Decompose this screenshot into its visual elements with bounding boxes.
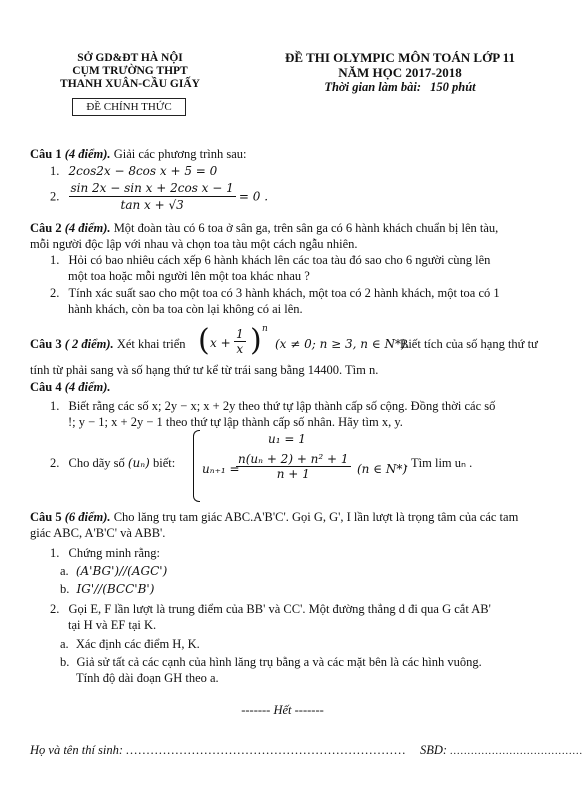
cluster-name: CỤM TRƯỜNG THPT xyxy=(72,65,188,77)
q2-item-2-a: Tính xác suất sao cho một toa có 3 hành khách, một toa có 2 hành khách, một toa có 1 xyxy=(68,286,500,300)
candidate-name-line xyxy=(30,742,407,758)
q3-tail-a: Biết tích của số hạng thứ tư xyxy=(400,337,538,351)
q3-heading xyxy=(30,336,186,352)
dept-name: SỞ GD&ĐT HÀ NỘI xyxy=(77,52,183,64)
candidate-name-dots: .................................................................... xyxy=(126,743,407,757)
q4-item-1 xyxy=(50,398,495,414)
q5-item-1a-text: (A'BG')//(AGC') xyxy=(75,564,168,578)
q3-expr-fraction xyxy=(234,327,246,356)
q4-label: Câu 4 xyxy=(30,380,62,394)
q2-points: (4 điểm). xyxy=(64,221,111,235)
q4-system-numerator: n(uₙ + 2) + n² + 1 xyxy=(238,452,349,466)
q4-item-1-a: Biết rằng các số x; 2y − x; x + 2y theo thứ tự lập thành cấp số cộng. Đồng thời các số xyxy=(68,399,496,413)
q5-item-2 xyxy=(50,601,491,617)
q2-item-2-b: hành khách, còn ba toa còn lại không có ai lên. xyxy=(68,302,303,316)
end-marker: ------- Hết ------- xyxy=(241,703,324,717)
q3-expr-x: x + xyxy=(210,336,231,350)
q5-points: (6 điểm). xyxy=(64,510,111,524)
q4-item-2 xyxy=(50,455,175,471)
q4-item-2-b: biết: xyxy=(152,456,176,470)
q5-label: Câu 5 xyxy=(30,510,62,524)
q1-item-2 xyxy=(50,180,268,213)
q5-intro-a: Cho lăng trụ tam giác ABC.A'B'C'. Gọi G, G', I lần lượt là trọng tâm của các tam xyxy=(113,510,519,524)
q2-item-1-a: Hỏi có bao nhiêu cách xếp 6 hành khách lên các toa tàu đó sao cho 6 người cùng lên xyxy=(68,253,491,267)
q1-item-1-num: 1. xyxy=(50,164,60,178)
q5-item-2-num: 2. xyxy=(50,602,60,616)
q4-system-line-2-lhs: uₙ₊₁ = xyxy=(202,462,240,476)
q3-points: ( 2 điểm). xyxy=(64,337,114,351)
q5-item-1a-num: a. xyxy=(60,564,69,578)
q5-item-1b-text: IG'//(BCC'B') xyxy=(76,582,155,596)
sbd-line xyxy=(420,742,583,760)
sbd-dots: ...................................... xyxy=(450,746,583,757)
q5-item-1 xyxy=(50,545,160,561)
q5-item-2b xyxy=(60,654,482,670)
q5-item-2-a: Gọi E, F lần lượt là trung điểm của BB' và CC'. Một đường thẳng d đi qua G cắt AB' xyxy=(68,602,491,616)
q5-item-1b xyxy=(60,581,154,597)
q5-item-2a xyxy=(60,636,200,652)
q5-item-2b-b: Tính độ dài đoạn GH theo a. xyxy=(76,671,219,685)
time-label: Thời gian làm bài: xyxy=(324,80,421,94)
time-value: 150 phút xyxy=(430,80,476,94)
q3-condition: (x ≠ 0; n ≥ 3, n ∈ N*). xyxy=(275,337,410,351)
q2-heading xyxy=(30,220,498,236)
q2-item-1-num: 1. xyxy=(50,253,60,267)
exam-title: ĐỀ THI OLYMPIC MÔN TOÁN LỚP 11 xyxy=(285,50,515,65)
q3-label: Câu 3 xyxy=(30,337,62,351)
sbd-label: SBD: xyxy=(420,743,448,757)
q2-item-1 xyxy=(50,252,490,268)
q3-frac-den: x xyxy=(236,342,244,356)
q2-intro-b: mỗi người độc lập với nhau và chọn toa tàu một cách ngẫu nhiên. xyxy=(30,237,358,251)
q2-item-1-b: một toa hoặc mỗi người lên một toa khác nhau ? xyxy=(68,269,310,283)
q5-item-1b-num: b. xyxy=(60,582,70,596)
time-line xyxy=(250,80,550,95)
q5-intro-b: giác ABC, A'B'C' và ABB'. xyxy=(30,526,166,540)
q4-system-brace xyxy=(193,430,200,502)
q2-intro-a: Một đoàn tàu có 6 toa ở sân ga, trên sân ga có 6 hành khách chuẩn bị lên tàu, xyxy=(113,221,499,235)
q3-open-paren: ( xyxy=(198,323,210,358)
q3-tail-b: tính từ phải sang và số hạng thứ tư kể từ trái sang bằng 14400. Tìm n. xyxy=(30,363,379,377)
q2-item-2 xyxy=(50,285,500,301)
q4-item-2-tail: . Tìm lim uₙ . xyxy=(405,456,473,470)
q1-item-1 xyxy=(50,163,217,179)
q3-intro: Xét khai triển xyxy=(116,337,186,351)
q5-item-2b-num: b. xyxy=(60,655,70,669)
q1-item-2-num: 2. xyxy=(50,189,60,204)
candidate-name-label: Họ và tên thí sinh: xyxy=(30,743,124,757)
q5-item-1-text: Chứng minh rằng: xyxy=(68,546,160,560)
q5-item-2a-text: Xác định các điểm H, K. xyxy=(75,637,200,651)
school-year: NĂM HỌC 2017-2018 xyxy=(338,65,462,80)
q5-item-2b-a: Giả sử tất cả các cạnh của hình lăng trụ bằng a và các mặt bên là các hình vuông. xyxy=(76,655,482,669)
q1-item-1-eq: 2cos2x − 8cos x + 5 = 0 xyxy=(68,164,218,178)
q4-system-line-1: u₁ = 1 xyxy=(268,432,306,446)
q4-item-2-seq: (uₙ) xyxy=(127,456,150,470)
q2-label: Câu 2 xyxy=(30,221,62,235)
q5-heading xyxy=(30,509,518,525)
q3-close-paren: ) xyxy=(250,323,262,358)
q1-item-2-tail: = 0 . xyxy=(238,189,269,204)
q4-heading xyxy=(30,379,111,395)
header-left xyxy=(40,52,220,91)
q1-item-2-fraction xyxy=(69,180,236,213)
q4-system-denominator: n + 1 xyxy=(276,467,310,481)
q1-item-2-numerator: sin 2x − sin x + 2cos x − 1 xyxy=(70,181,234,195)
q4-item-1-b: !; y − 1; x + 2y − 1 theo thứ tự lập thành cấp số nhân. Hãy tìm x, y. xyxy=(68,415,403,429)
header-right xyxy=(250,50,550,95)
q1-points: (4 điểm). xyxy=(64,147,111,161)
q5-item-2-b: tại H và EF tại K. xyxy=(68,618,157,632)
q4-system-condition: (n ∈ N*) xyxy=(357,462,408,476)
q3-frac-num: 1 xyxy=(236,327,244,341)
q5-item-1-num: 1. xyxy=(50,546,60,560)
q4-item-1-num: 1. xyxy=(50,399,60,413)
q1-heading xyxy=(30,146,246,162)
q4-item-2-a: Cho dãy số xyxy=(68,456,125,470)
q4-system-fraction xyxy=(236,452,351,481)
q1-item-2-denominator: tan x + √3 xyxy=(120,198,184,212)
q1-intro: Giải các phương trình sau: xyxy=(113,147,247,161)
q4-item-2-num: 2. xyxy=(50,456,60,470)
q2-item-2-num: 2. xyxy=(50,286,60,300)
q1-label: Câu 1 xyxy=(30,147,62,161)
q4-points: (4 điểm). xyxy=(64,380,111,394)
official-badge: ĐỀ CHÍNH THỨC xyxy=(72,98,186,116)
school-names: THANH XUÂN-CẦU GIẤY xyxy=(60,78,200,90)
q3-expr-power: n xyxy=(262,324,268,334)
q5-item-2a-num: a. xyxy=(60,637,69,651)
q5-item-1a xyxy=(60,563,167,579)
